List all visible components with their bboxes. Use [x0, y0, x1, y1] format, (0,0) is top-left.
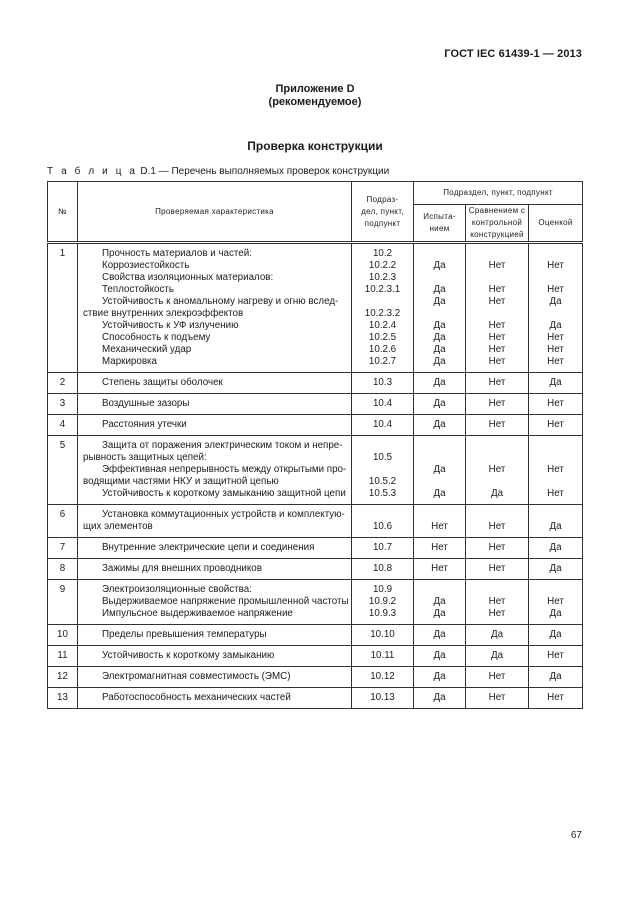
value-line: 10.2.6: [368, 344, 397, 355]
value-line: Да: [490, 650, 504, 661]
value-line: Да: [549, 320, 562, 331]
value-line: Нет: [488, 563, 506, 574]
row-number: 11: [48, 646, 78, 667]
testing-cell: [414, 243, 466, 373]
comparison-cell: [466, 243, 529, 373]
value-line: Нет: [431, 542, 448, 553]
characteristic-line: Свойства изоляционных материалов:: [102, 272, 274, 283]
annex-title: Приложение D: [275, 83, 355, 95]
value-line: Нет: [488, 377, 506, 388]
value-line: 10.9.2: [368, 596, 397, 607]
characteristic-line: Прочность материалов и частей:: [102, 248, 252, 259]
testing-cell: [414, 688, 466, 709]
comparison-cell: [466, 394, 529, 415]
value-line: [414, 476, 465, 488]
header-num: №: [48, 182, 78, 243]
table-row: [48, 243, 583, 373]
testing-cell: [414, 394, 466, 415]
assessment-cell: [529, 646, 583, 667]
characteristic-cell: [78, 538, 352, 559]
characteristic-cell: [78, 625, 352, 646]
value-line: [414, 584, 465, 596]
characteristic-cell: [78, 646, 352, 667]
standard-designation: ГОСТ IEC 61439-1 — 2013: [444, 48, 582, 60]
value-line: [466, 248, 528, 260]
row-number: 1: [48, 243, 78, 373]
value-line: Да: [433, 629, 446, 640]
value-line: [352, 440, 413, 452]
value-line: Нет: [547, 356, 564, 367]
value-line: Да: [433, 608, 446, 619]
row-number: 8: [48, 559, 78, 580]
value-line: 10.5: [372, 452, 393, 463]
row-number: 9: [48, 580, 78, 625]
value-line: [414, 452, 465, 464]
table-row: [48, 625, 583, 646]
value-line: [529, 452, 582, 464]
assessment-cell: [529, 436, 583, 505]
subclause-cell: [352, 415, 414, 436]
table-row: [48, 538, 583, 559]
verification-table: [47, 181, 583, 709]
value-line: Нет: [547, 692, 564, 703]
value-line: Нет: [488, 692, 506, 703]
characteristic-line: Степень защиты оболочек: [102, 377, 223, 388]
value-line: Нет: [431, 563, 448, 574]
testing-cell: [414, 415, 466, 436]
characteristic-line: Устойчивость к аномальному нагреву и огню вслед-: [102, 296, 339, 307]
row-number: 2: [48, 373, 78, 394]
value-line: 10.2.5: [368, 332, 397, 343]
value-line: [414, 509, 465, 521]
value-line: Нет: [547, 464, 564, 475]
header-subclause-line: дел, пункт,: [361, 206, 404, 216]
testing-cell: [414, 580, 466, 625]
assessment-cell: [529, 505, 583, 538]
value-line: Нет: [488, 332, 506, 343]
value-line: Нет: [488, 521, 506, 532]
value-line: Нет: [488, 344, 506, 355]
comparison-cell: [466, 415, 529, 436]
characteristic-line: Защита от поражения электрическим током и непре-: [102, 440, 343, 451]
characteristic-cell: [78, 559, 352, 580]
value-line: Нет: [488, 296, 506, 307]
characteristic-line: Пределы превышения температуры: [102, 629, 267, 640]
header-testing: [414, 205, 466, 243]
header-subclause: [352, 182, 414, 243]
table-body: [48, 243, 583, 709]
table-row: [48, 415, 583, 436]
value-line: 10.10: [370, 629, 395, 640]
characteristic-line: Коррозиестойкость: [102, 260, 190, 271]
value-line: Да: [433, 671, 446, 682]
assessment-cell: [529, 415, 583, 436]
characteristic-line: Воздушные зазоры: [102, 398, 190, 409]
row-number: 10: [48, 625, 78, 646]
value-line: Нет: [488, 464, 506, 475]
header-characteristic: Проверяемая характеристика: [78, 182, 352, 243]
value-line: Нет: [488, 419, 506, 430]
value-line: Нет: [488, 596, 506, 607]
assessment-cell: [529, 373, 583, 394]
value-line: 10.2.7: [368, 356, 397, 367]
value-line: Да: [433, 284, 446, 295]
comparison-cell: [466, 580, 529, 625]
value-line: 10.6: [372, 521, 393, 532]
value-line: Нет: [547, 332, 564, 343]
table-row: [48, 394, 583, 415]
comparison-cell: [466, 625, 529, 646]
value-line: [529, 584, 582, 596]
characteristic-cell: [78, 688, 352, 709]
characteristic-line: рывность защитных цепей:: [83, 452, 207, 463]
value-line: 10.12: [370, 671, 395, 682]
characteristic-cell: [78, 394, 352, 415]
subclause-cell: [352, 243, 414, 373]
table-caption: [47, 166, 389, 177]
value-line: Нет: [431, 521, 448, 532]
value-line: [529, 440, 582, 452]
subclause-cell: [352, 559, 414, 580]
value-line: Да: [433, 419, 446, 430]
value-line: Да: [433, 488, 446, 499]
value-line: 10.2.3: [368, 272, 397, 283]
value-line: 10.7: [372, 542, 393, 553]
subclause-cell: [352, 580, 414, 625]
value-line: 10.4: [372, 398, 393, 409]
testing-cell: [414, 667, 466, 688]
value-line: Да: [433, 596, 446, 607]
value-line: Да: [549, 296, 562, 307]
characteristic-line: Маркировка: [102, 356, 157, 367]
testing-cell: [414, 559, 466, 580]
value-line: 10.2.3.2: [364, 308, 401, 319]
table-row: [48, 505, 583, 538]
header-comparison: [466, 205, 529, 243]
value-line: Нет: [547, 398, 564, 409]
characteristic-line: Внутренние электрические цепи и соединения: [102, 542, 315, 553]
value-line: Нет: [547, 260, 564, 271]
value-line: 10.5.3: [368, 488, 397, 499]
value-line: Да: [549, 629, 562, 640]
row-number: 13: [48, 688, 78, 709]
header-testing-line: Испыта-: [423, 212, 456, 221]
characteristic-cell: [78, 415, 352, 436]
value-line: [466, 584, 528, 596]
characteristic-line: Работоспособность механических частей: [102, 692, 291, 703]
value-line: [414, 248, 465, 260]
characteristic-cell: [78, 373, 352, 394]
value-line: Нет: [488, 542, 506, 553]
characteristic-line: Устойчивость к УФ излучению: [102, 320, 239, 331]
header-comparison-line: конструкцией: [470, 230, 524, 239]
testing-cell: [414, 625, 466, 646]
characteristic-line: Установка коммутационных устройств и комплектую-: [102, 509, 345, 520]
value-line: [352, 296, 413, 308]
testing-cell: [414, 505, 466, 538]
characteristic-line: Устойчивость к короткому замыканию: [102, 650, 275, 661]
value-line: [466, 452, 528, 464]
comparison-cell: [466, 646, 529, 667]
value-line: 10.2: [372, 248, 393, 259]
value-line: [414, 440, 465, 452]
assessment-cell: [529, 559, 583, 580]
assessment-cell: [529, 625, 583, 646]
value-line: Да: [549, 563, 562, 574]
characteristic-cell: [78, 667, 352, 688]
row-number: 5: [48, 436, 78, 505]
value-line: 10.8: [372, 563, 393, 574]
characteristic-cell: [78, 580, 352, 625]
value-line: [529, 476, 582, 488]
comparison-cell: [466, 559, 529, 580]
testing-cell: [414, 373, 466, 394]
assessment-cell: [529, 243, 583, 373]
table-row: [48, 373, 583, 394]
subclause-cell: [352, 667, 414, 688]
value-line: Да: [433, 356, 446, 367]
subclause-cell: [352, 625, 414, 646]
characteristic-line: Выдерживаемое напряжение промышленной частоты: [102, 596, 349, 607]
assessment-cell: [529, 394, 583, 415]
value-line: Нет: [547, 284, 564, 295]
value-line: Да: [433, 296, 446, 307]
value-line: Да: [433, 344, 446, 355]
value-line: [529, 308, 582, 320]
comparison-cell: [466, 538, 529, 559]
value-line: [466, 476, 528, 488]
value-line: [466, 272, 528, 284]
value-line: [529, 248, 582, 260]
characteristic-line: ствие внутренних элекроэффектов: [83, 308, 244, 319]
value-line: [466, 440, 528, 452]
value-line: Нет: [547, 650, 564, 661]
header-subclause-line: Подраз-: [366, 194, 399, 204]
value-line: Да: [433, 464, 446, 475]
value-line: Нет: [547, 344, 564, 355]
row-number: 12: [48, 667, 78, 688]
characteristic-line: Расстояния утечки: [102, 419, 187, 430]
value-line: Да: [549, 542, 562, 553]
annex-heading: [0, 83, 630, 109]
assessment-cell: [529, 667, 583, 688]
characteristic-cell: [78, 505, 352, 538]
value-line: 10.5.2: [368, 476, 397, 487]
value-line: 10.2.3.1: [364, 284, 401, 295]
comparison-cell: [466, 373, 529, 394]
characteristic-line: Электромагнитная совместимость (ЭМС): [102, 671, 291, 682]
subclause-cell: [352, 394, 414, 415]
header-assessment: Оценкой: [529, 205, 583, 243]
value-line: 10.2.2: [368, 260, 397, 271]
table-row: [48, 667, 583, 688]
characteristic-line: водящими частями НКУ и защитной цепью: [83, 476, 279, 487]
value-line: [352, 509, 413, 521]
header-comparison-line: контрольной: [471, 218, 523, 227]
value-line: [414, 272, 465, 284]
header-subclause-line: подпункт: [364, 218, 401, 228]
value-line: Да: [549, 671, 562, 682]
testing-cell: [414, 538, 466, 559]
value-line: Нет: [488, 320, 506, 331]
value-line: [466, 308, 528, 320]
caption-text: — Перечень выполняемых проверок конструкции: [158, 166, 390, 177]
value-line: Да: [490, 629, 504, 640]
table-row: [48, 688, 583, 709]
testing-cell: [414, 646, 466, 667]
subclause-cell: [352, 505, 414, 538]
value-line: 10.9.3: [368, 608, 397, 619]
value-line: 10.3: [372, 377, 393, 388]
value-line: Да: [433, 377, 446, 388]
testing-cell: [414, 436, 466, 505]
assessment-cell: [529, 688, 583, 709]
caption-number: D.1: [140, 166, 156, 177]
value-line: 10.2.4: [368, 320, 397, 331]
subclause-cell: [352, 688, 414, 709]
table-row: [48, 580, 583, 625]
value-line: 10.9: [372, 584, 393, 595]
comparison-cell: [466, 505, 529, 538]
value-line: Да: [433, 320, 446, 331]
comparison-cell: [466, 688, 529, 709]
header-group: Подраздел, пункт, подпункт: [414, 182, 583, 205]
value-line: Да: [433, 692, 446, 703]
value-line: [414, 308, 465, 320]
section-title: Проверка конструкции: [247, 139, 383, 153]
subclause-cell: [352, 436, 414, 505]
table-row: [48, 436, 583, 505]
value-line: Нет: [488, 356, 506, 367]
characteristic-line: Электроизоляционные свойства:: [102, 584, 252, 595]
subclause-cell: [352, 646, 414, 667]
value-line: Да: [549, 608, 562, 619]
value-line: [529, 272, 582, 284]
header-comparison-line: Сравнением с: [468, 206, 526, 215]
characteristic-line: Устойчивость к короткому замыканию защитной цепи: [102, 488, 346, 499]
annex-subtitle: (рекомендуемое): [268, 96, 362, 108]
row-number: 4: [48, 415, 78, 436]
row-number: 3: [48, 394, 78, 415]
value-line: Нет: [488, 260, 506, 271]
subclause-cell: [352, 373, 414, 394]
value-line: Да: [433, 650, 446, 661]
value-line: Да: [433, 332, 446, 343]
value-line: Да: [549, 521, 562, 532]
characteristic-line: Зажимы для внешних проводников: [102, 563, 262, 574]
characteristic-line: Импульсное выдерживаемое напряжение: [102, 608, 293, 619]
characteristic-line: Способность к подъему: [102, 332, 211, 343]
value-line: [529, 509, 582, 521]
row-number: 6: [48, 505, 78, 538]
row-number: 7: [48, 538, 78, 559]
value-line: 10.11: [370, 650, 395, 661]
table-row: [48, 559, 583, 580]
caption-prefix: Т а б л и ц а: [47, 166, 138, 177]
assessment-cell: [529, 580, 583, 625]
table-row: [48, 646, 583, 667]
characteristic-cell: [78, 243, 352, 373]
comparison-cell: [466, 436, 529, 505]
value-line: 10.13: [370, 692, 395, 703]
value-line: Нет: [488, 284, 506, 295]
value-line: [466, 509, 528, 521]
header-testing-line: нием: [429, 224, 450, 233]
value-line: Нет: [488, 671, 506, 682]
comparison-cell: [466, 667, 529, 688]
value-line: Нет: [547, 419, 564, 430]
characteristic-line: щих элементов: [83, 521, 153, 532]
value-line: [352, 464, 413, 476]
value-line: 10.4: [372, 419, 393, 430]
value-line: Да: [433, 398, 446, 409]
assessment-cell: [529, 538, 583, 559]
characteristic-line: Теплостойкость: [102, 284, 174, 295]
subclause-cell: [352, 538, 414, 559]
page-number: 67: [570, 830, 582, 841]
value-line: Да: [549, 377, 562, 388]
value-line: Да: [490, 488, 504, 499]
characteristic-line: Механический удар: [102, 344, 192, 355]
value-line: Нет: [547, 488, 564, 499]
value-line: Нет: [547, 596, 564, 607]
value-line: Нет: [488, 608, 506, 619]
characteristic-line: Эффективная непрерывность между открытыми про-: [102, 464, 347, 475]
value-line: Нет: [488, 398, 506, 409]
characteristic-cell: [78, 436, 352, 505]
value-line: Да: [433, 260, 446, 271]
